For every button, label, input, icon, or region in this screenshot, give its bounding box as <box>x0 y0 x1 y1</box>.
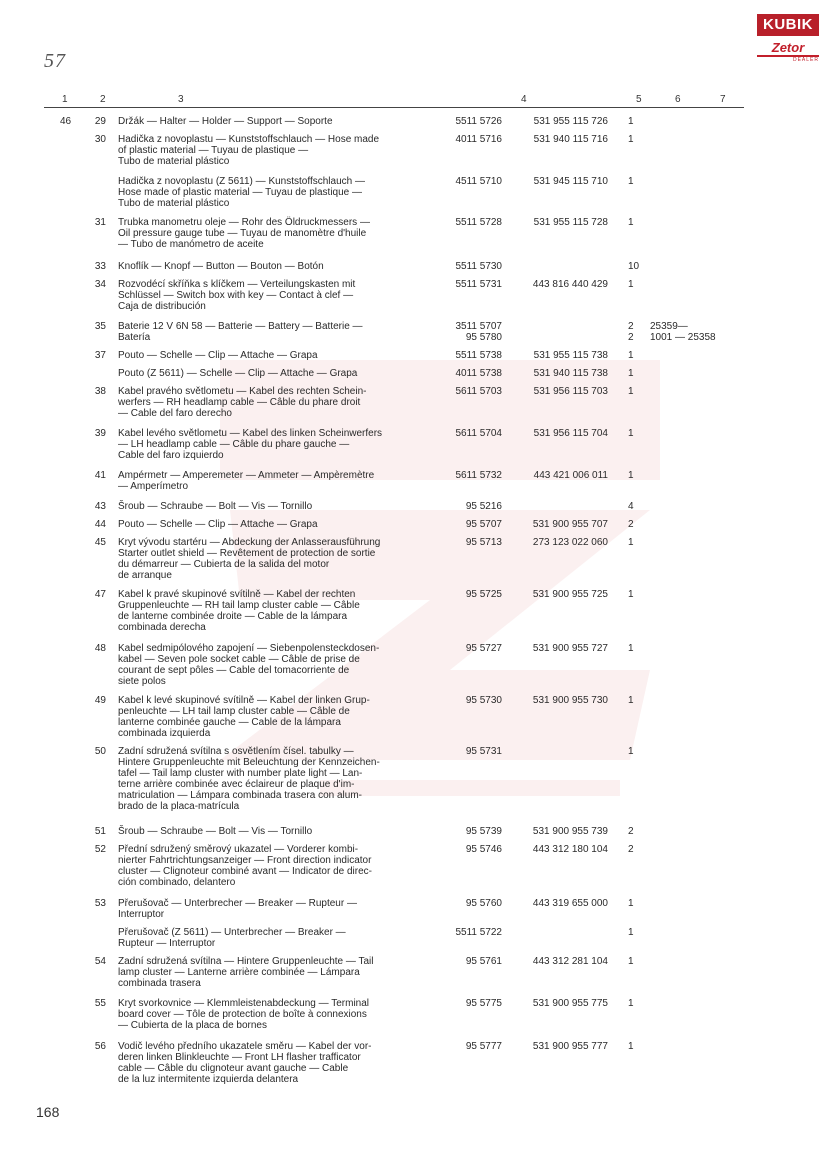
part-number-cell: 531 940 115 716 <box>533 134 608 145</box>
code-cell: 5511 5728 <box>455 217 502 228</box>
column-header-4: 4 <box>521 94 527 105</box>
code-cell: 95 5725 <box>465 589 502 600</box>
part-number-cell: 531 900 955 739 <box>532 826 608 837</box>
description-cell: Držák — Halter — Holder — Support — Soporte <box>118 116 333 127</box>
description-cell: Kryt vývodu startéru — Abdeckung der Anlasserausführung Starter outlet shield — Revêtement de protection de sortie du démarreur — Cubierta de la salida del motor de arranque <box>118 537 381 581</box>
position-cell: 53 <box>94 898 106 909</box>
code-cell: 95 5777 <box>465 1041 502 1052</box>
description-cell: Kabel k levé skupinové svítilně — Kabel der linken Grup- penleuchte — LH tail lamp cluster cable — Câble de lanterne combinée gauche — Cable de la lámpara combinada izquierda <box>118 695 370 739</box>
quantity-cell: 1 <box>628 1041 634 1052</box>
description-cell: Kabel levého světlometu — Kabel des linken Scheinwerfers — LH headlamp cable — Câble du phare gauche — Cable del faro izquierdo <box>118 428 383 461</box>
description-cell: Přerušovač — Unterbrecher — Breaker — Rupteur — Interruptor <box>118 898 357 920</box>
quantity-cell: 1 <box>628 116 634 127</box>
position-cell: 35 <box>94 321 106 332</box>
quantity-cell: 4 <box>628 501 634 512</box>
description-cell: Kryt svorkovnice — Klemmleistenabdeckung — Terminal board cover — Tôle de protection de boîte à connexions — Cubierta de la placa de bornes <box>118 998 370 1031</box>
position-cell: 39 <box>94 428 106 439</box>
kubik-zetor-logo <box>757 14 819 70</box>
code-cell: 95 5727 <box>465 643 502 654</box>
code-cell: 5511 5731 <box>455 279 502 290</box>
description-cell: Knoflík — Knopf — Button — Bouton — Botón <box>118 261 324 272</box>
quantity-cell: 1 <box>628 350 634 361</box>
quantity-cell: 10 <box>628 261 640 272</box>
position-cell: 50 <box>94 746 106 757</box>
part-number-cell: 443 319 655 000 <box>532 898 608 909</box>
description-cell: Přerušovač (Z 5611) — Unterbrecher — Breaker — Rupteur — Interruptor <box>118 927 346 949</box>
description-cell: Kabel sedmipólového zapojení — Siebenpolensteckdosen- kabel — Seven pole socket cable — Câble de prise de courant de sept pôles — Cable del tomacorriente de siete polos <box>118 643 380 687</box>
part-number-cell: 531 956 115 703 <box>533 386 608 397</box>
quantity-cell: 2 2 <box>628 321 634 343</box>
quantity-cell: 1 <box>628 428 634 439</box>
position-cell: 34 <box>94 279 106 290</box>
position-cell: 38 <box>94 386 106 397</box>
code-cell: 4511 5710 <box>455 176 502 187</box>
description-cell: Zadní sdružená svítilna — Hintere Gruppenleuchte — Tail lamp cluster — Lanterne arrière combinée — Lámpara combinada trasera <box>118 956 374 989</box>
part-number-cell: 443 312 180 104 <box>532 844 608 855</box>
code-cell: 95 5739 <box>465 826 502 837</box>
code-cell: 95 5713 <box>465 537 502 548</box>
position-cell: 43 <box>94 501 106 512</box>
part-number-cell: 531 900 955 707 <box>532 519 608 530</box>
description-cell: Rozvodécí skříňka s klíčkem — Verteilungskasten mit Schlüssel — Switch box with key — Contact à clef — Caja de distribución <box>118 279 356 312</box>
quantity-cell: 2 <box>628 519 634 530</box>
code-cell: 5611 5703 <box>455 386 502 397</box>
header-rule <box>44 107 744 108</box>
position-cell: 44 <box>94 519 106 530</box>
description-cell: Pouto (Z 5611) — Schelle — Clip — Attache — Grapa <box>118 368 358 379</box>
description-cell: Hadička z novoplastu (Z 5611) — Kunststoffschlauch — Hose made of plastic material — Tuyau de plastique — Tubo de material plástico <box>118 176 365 209</box>
page-number: 168 <box>36 1104 60 1120</box>
quantity-cell: 1 <box>628 695 634 706</box>
position-cell: 29 <box>94 116 106 127</box>
position-cell: 48 <box>94 643 106 654</box>
description-cell: Ampérmetr — Amperemeter — Ammeter — Ampèremètre — Amperímetro <box>118 470 375 492</box>
position-cell: 55 <box>94 998 106 1009</box>
quantity-cell: 1 <box>628 386 634 397</box>
position-cell: 33 <box>94 261 106 272</box>
quantity-cell: 1 <box>628 470 634 481</box>
description-cell: Baterie 12 V 6N 58 — Batterie — Battery — Batterie — Batería <box>118 321 363 343</box>
code-cell: 95 5761 <box>465 956 502 967</box>
part-number-cell: 531 955 115 738 <box>533 350 608 361</box>
logo-dealer: DEALER <box>792 57 819 63</box>
part-number-cell: 531 955 115 726 <box>533 116 608 127</box>
position-cell: 31 <box>94 217 106 228</box>
part-number-cell: 531 956 115 704 <box>533 428 608 439</box>
description-cell: Šroub — Schraube — Bolt — Vis — Tornillo <box>118 826 313 837</box>
description-cell: Zadní sdružená svítilna s osvětlením čísel. tabulky — Hintere Gruppenleuchte mit Beleuchtung der Kennzeichen- tafel — Tail lamp cluster with number plate light — Lan- terne arrière combinée avec éclaireur de plaque d'im- matriculation — Lámpara combinada trasera con alum- brado de la placa-matrícula <box>118 746 380 812</box>
part-number-cell: 531 900 955 727 <box>532 643 608 654</box>
code-cell: 5511 5726 <box>455 116 502 127</box>
description-cell: Šroub — Schraube — Bolt — Vis — Tornillo <box>118 501 313 512</box>
quantity-cell: 1 <box>628 998 634 1009</box>
code-cell: 95 5216 <box>465 501 502 512</box>
code-cell: 4011 5738 <box>455 368 502 379</box>
part-number-cell: 531 900 955 730 <box>532 695 608 706</box>
code-cell: 95 5746 <box>465 844 502 855</box>
position-cell: 51 <box>94 826 106 837</box>
part-number-cell: 443 312 281 104 <box>532 956 608 967</box>
column-header-6: 6 <box>675 94 681 105</box>
group-cell: 46 <box>60 116 72 127</box>
quantity-cell: 1 <box>628 279 634 290</box>
description-cell: Přední sdružený směrový ukazatel — Vorderer kombi- nierter Fahrtrichtungsanzeiger — Front direction indicator cluster — Clignoteur combiné avant — Indicator de direc- ción combinado, delantero <box>118 844 373 888</box>
code-cell: 95 5731 <box>465 746 502 757</box>
part-number-cell: 531 940 115 738 <box>533 368 608 379</box>
note-cell: 25359— 1001 — 25358 <box>650 321 716 343</box>
quantity-cell: 1 <box>628 956 634 967</box>
column-header-2: 2 <box>100 94 106 105</box>
part-number-cell: 443 816 440 429 <box>532 279 608 290</box>
description-cell: Trubka manometru oleje — Rohr des Öldruckmessers — Oil pressure gauge tube — Tuyau de manomètre d'huile — Tubo de manómetro de aceite <box>118 217 370 250</box>
position-cell: 41 <box>94 470 106 481</box>
description-cell: Kabel pravého světlometu — Kabel des rechten Schein- werfers — RH headlamp cable — Câble du phare droit — Cable del faro derecho <box>118 386 367 419</box>
code-cell: 95 5775 <box>465 998 502 1009</box>
code-cell: 5511 5738 <box>455 350 502 361</box>
part-number-cell: 443 421 006 011 <box>533 470 608 481</box>
part-number-cell: 531 900 955 725 <box>532 589 608 600</box>
position-cell: 47 <box>94 589 106 600</box>
code-cell: 95 5760 <box>465 898 502 909</box>
logo-kubik: KUBIK <box>757 14 819 36</box>
part-number-cell: 531 900 955 777 <box>532 1041 608 1052</box>
column-header-1: 1 <box>62 94 68 105</box>
position-cell: 52 <box>94 844 106 855</box>
description-cell: Kabel k pravé skupinové svítilně — Kabel der rechten Gruppenleuchte — RH tail lamp cluster cable — Câble de lanterne combinée droite — Cable de la lámpara combinada derecha <box>118 589 360 633</box>
quantity-cell: 1 <box>628 746 634 757</box>
quantity-cell: 1 <box>628 217 634 228</box>
code-cell: 95 5730 <box>465 695 502 706</box>
code-cell: 3511 5707 95 5780 <box>455 321 502 343</box>
description-cell: Pouto — Schelle — Clip — Attache — Grapa <box>118 519 318 530</box>
code-cell: 5611 5732 <box>455 470 502 481</box>
logo-zetor: Zetor <box>757 40 819 57</box>
position-cell: 37 <box>94 350 106 361</box>
part-number-cell: 531 955 115 728 <box>533 217 608 228</box>
code-cell: 5511 5730 <box>455 261 502 272</box>
code-cell: 4011 5716 <box>455 134 502 145</box>
description-cell: Vodič levého předního ukazatele směru — Kabel der vor- deren linken Blinkleuchte — Front LH flasher trafficator cable — Câble du clignoteur avant gauche — Cable de la luz intermitente izquierda delantera <box>118 1041 372 1085</box>
part-number-cell: 531 900 955 775 <box>532 998 608 1009</box>
quantity-cell: 2 <box>628 826 634 837</box>
column-header-3: 3 <box>178 94 184 105</box>
section-number: 57 <box>44 50 66 72</box>
quantity-cell: 1 <box>628 537 634 548</box>
column-header-5: 5 <box>636 94 642 105</box>
description-cell: Pouto — Schelle — Clip — Attache — Grapa <box>118 350 318 361</box>
column-header-7: 7 <box>720 94 726 105</box>
code-cell: 5611 5704 <box>455 428 502 439</box>
quantity-cell: 1 <box>628 134 634 145</box>
quantity-cell: 1 <box>628 368 634 379</box>
code-cell: 95 5707 <box>465 519 502 530</box>
position-cell: 45 <box>94 537 106 548</box>
part-number-cell: 273 123 022 060 <box>532 537 608 548</box>
position-cell: 56 <box>94 1041 106 1052</box>
position-cell: 30 <box>94 134 106 145</box>
quantity-cell: 1 <box>628 589 634 600</box>
quantity-cell: 1 <box>628 898 634 909</box>
quantity-cell: 1 <box>628 176 634 187</box>
description-cell: Hadička z novoplastu — Kunststoffschlauch — Hose made of plastic material — Tuyau de plastique — Tubo de material plástico <box>118 134 380 167</box>
code-cell: 5511 5722 <box>455 927 502 938</box>
position-cell: 49 <box>94 695 106 706</box>
position-cell: 54 <box>94 956 106 967</box>
quantity-cell: 1 <box>628 927 634 938</box>
quantity-cell: 2 <box>628 844 634 855</box>
part-number-cell: 531 945 115 710 <box>533 176 608 187</box>
quantity-cell: 1 <box>628 643 634 654</box>
